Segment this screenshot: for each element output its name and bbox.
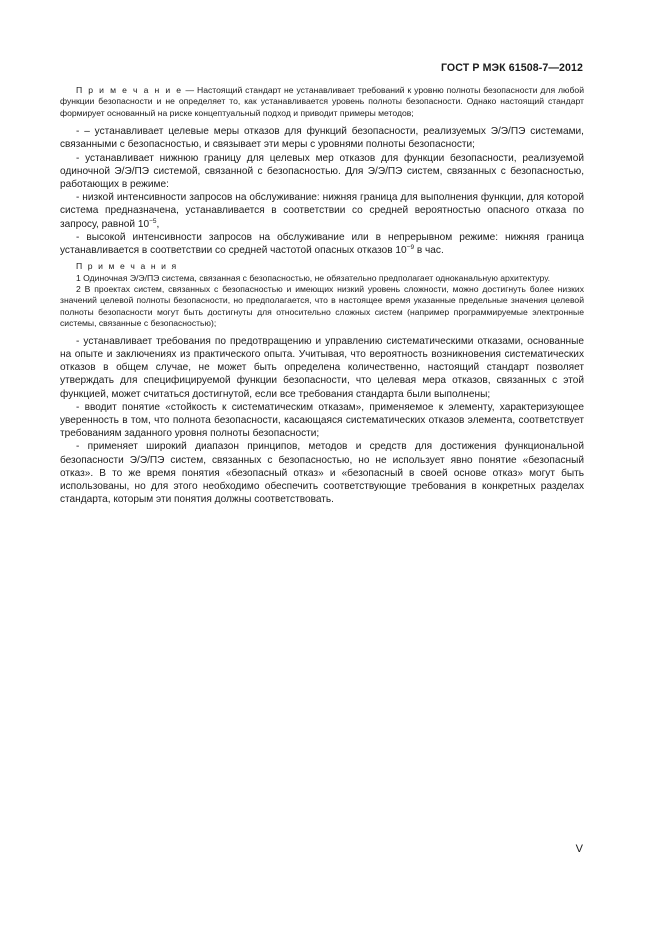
- page-body: [60, 85, 584, 506]
- low-demand-text: - низкой интенсивности запросов на обслуживание: нижняя граница для выполнения функции, для которой система предназначена, устанавливается в соответствии со средней вероятностью опасного отказа по запросу, равной 10: [60, 192, 584, 230]
- list-item-safe-failure: - применяет широкий диапазон принципов, методов и средств для достижения функциональной безопасности Э/Э/ПЭ систем, связанных с безопасностью, но не использует явно понятие «безопасный отказ». В то же время понятия «безопасный отказ» и «безопасный в своей основе отказ» могут быть использованы, но для этого необходимо обеспечить соответствующие требования в конкретных разделах стандарта, которым эти понятия должны соответствовать.: [60, 441, 584, 506]
- high-demand-text: - высокой интенсивности запросов на обслуживание или в непрерывном режиме: нижняя граница устанавливается в соответствии со средней частотой опасных отказов 10: [60, 231, 584, 257]
- note-label: П р и м е ч а н и е: [76, 85, 183, 95]
- notes-heading: [60, 261, 584, 272]
- note-item-1: 1 Одиночная Э/Э/ПЭ система, связанная с безопасностью, не обязательно предполагает одноканальную архитектуру.: [76, 272, 551, 283]
- note-paragraph: [60, 85, 584, 119]
- note-item-2: 2 В проектах систем, связанных с безопасностью и имеющих низкий уровень сложности, можно достигнуть более низких значений целевой полноты безопасности, но предполагается, что в настоящее время указанные предельные значения целевой полноты безопасности могут быть достигнуты для относительно сложных систем (например программируемые электронные системы, связанные с безопасностью);: [60, 284, 584, 329]
- list-item-systematic-failures: - устанавливает требования по предотвращению и управлению систематическими отказами, основанные на опыте и заключениях из практического опыта. Учитывая, что вероятность возникновения систематических отказов в общем случае, не может быть определена количественно, настоящий стандарт позволяет утверждать для специфицируемой функции безопасности, что целевая мера отказов, связанных с этой функцией, может считаться достигнутой, если все требования стандарта были выполнены;: [60, 335, 584, 400]
- document-code-header: ГОСТ Р МЭК 61508-7—2012: [440, 62, 583, 74]
- low-demand-tail: ,: [156, 218, 160, 230]
- high-demand-exponent: −9: [406, 244, 415, 252]
- list-item-low-demand: [60, 191, 584, 231]
- list-item-systematic-capability: - вводит понятие «стойкость к систематическим отказам», применяемое к элементу, характеризующее уверенность в том, что полнота безопасности, касающаяся систематических отказов элемента, соответствует требованиям заданного уровня полноты безопасности;: [60, 401, 584, 440]
- page-number: V: [575, 843, 583, 855]
- high-demand-tail: в час.: [414, 245, 444, 257]
- list-item-target-measures: - – устанавливает целевые меры отказов для функций безопасности, реализуемых Э/Э/ПЭ системами, связанными с безопасностью, и связывает эти меры с уровнями полноты безопасности;: [60, 126, 584, 151]
- list-item-high-demand: [60, 231, 584, 257]
- notes-label: П р и м е ч а н и я: [76, 261, 178, 272]
- low-demand-exponent: −5: [149, 217, 157, 225]
- list-item-lower-bound: - устанавливает нижнюю границу для целевых мер отказов для функции безопасности, реализуемой одиночной Э/Э/ПЭ системой, связанной с безопасностью. Для Э/Э/ПЭ систем, связанных с безопасностью, работающих в режиме:: [60, 152, 584, 191]
- note-text: — Настоящий стандарт не устанавливает требований к уровню полноты безопасности для любой функции безопасности и не определяет то, как устанавливается уровень полноты безопасности. Однако настоящий стандарт формирует основанный на риске концептуальный подход и приводит примеры методов;: [60, 85, 584, 118]
